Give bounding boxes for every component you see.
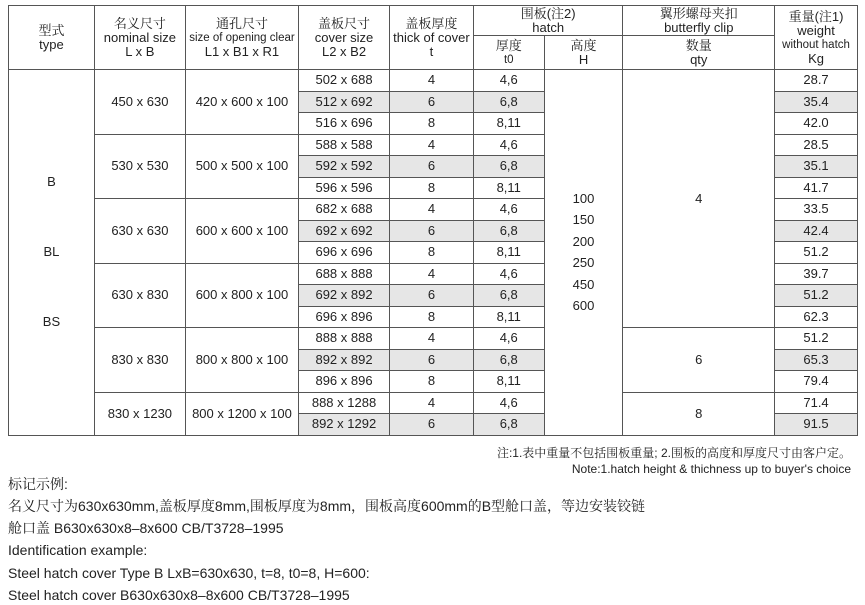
example-line1-en: Steel hatch cover Type B LxB=630x630, t=8, t0=8, H=600: xyxy=(8,565,370,581)
cover-size-cell: 892 x 892 xyxy=(299,349,390,371)
cover-size-cell: 692 x 692 xyxy=(299,220,390,242)
weight-cell: 51.2 xyxy=(775,242,858,264)
cover-thick-cell: 4 xyxy=(390,392,474,414)
spec-table xyxy=(8,5,858,436)
example-title-en: Identification example: xyxy=(8,542,148,558)
weight-cell: 42.4 xyxy=(775,220,858,242)
weight-cell: 51.2 xyxy=(775,285,858,307)
cover-thick-cell: 4 xyxy=(390,199,474,221)
nominal-cell: 630 x 830 xyxy=(94,263,185,328)
cover-thick-cell: 6 xyxy=(390,91,474,113)
example-line2-cn: 舱口盖 B630x630x8–8x600 CB/T3728–1995 xyxy=(8,520,284,536)
note-en: Note:1.hatch height & thichness up to buyer's choice xyxy=(571,462,851,476)
weight-cell: 51.2 xyxy=(775,328,858,350)
cover-thick-cell: 8 xyxy=(390,113,474,135)
example-line1-cn: 名义尺寸为630x630mm,盖板厚度8mm,围板厚度为8mm，围板高度600mm的B型舱口盖，等边安装铰链 xyxy=(8,498,646,514)
nominal-cell: 830 x 1230 xyxy=(94,392,185,435)
cover-thick-cell: 6 xyxy=(390,349,474,371)
hatch-thick-cell: 8,11 xyxy=(473,113,544,135)
hatch-thick-cell: 8,11 xyxy=(473,306,544,328)
weight-cell: 35.4 xyxy=(775,91,858,113)
weight-header: 重量(注1) weight without hatch Kg xyxy=(775,6,858,70)
cover-size-cell: 512 x 692 xyxy=(299,91,390,113)
cover-size-cell: 688 x 888 xyxy=(299,263,390,285)
cover-thick-cell: 6 xyxy=(390,220,474,242)
table-row xyxy=(9,392,858,414)
cover-thick-cell: 4 xyxy=(390,134,474,156)
weight-cell: 28.5 xyxy=(775,134,858,156)
hatch-height-value: 250 xyxy=(572,255,595,271)
hatch-thick-header: 厚度 t0 xyxy=(473,36,544,70)
hatch-thick-cell: 6,8 xyxy=(473,156,544,178)
hatch-height-value: 200 xyxy=(572,233,595,249)
weight-cell: 35.1 xyxy=(775,156,858,178)
type-label: BS xyxy=(42,314,61,330)
cover-thick-cell: 8 xyxy=(390,306,474,328)
type-cell xyxy=(9,70,95,436)
weight-cell: 42.0 xyxy=(775,113,858,135)
opening-cell: 600 x 600 x 100 xyxy=(185,199,298,264)
thick-header: 盖板厚度 thick of cover t xyxy=(390,6,474,70)
cover-thick-cell: 4 xyxy=(390,328,474,350)
example-line2-en: Steel hatch cover B630x630x8–8x600 CB/T3728–1995 xyxy=(8,587,350,603)
hatch-thick-cell: 8,11 xyxy=(473,177,544,199)
hatch-height-value: 450 xyxy=(572,276,595,292)
cover-thick-cell: 8 xyxy=(390,371,474,393)
cover-size-cell: 682 x 688 xyxy=(299,199,390,221)
cover-thick-cell: 6 xyxy=(390,285,474,307)
cover-size-cell: 502 x 688 xyxy=(299,70,390,92)
table-body xyxy=(9,70,858,436)
cover-size-cell: 888 x 888 xyxy=(299,328,390,350)
weight-cell: 33.5 xyxy=(775,199,858,221)
weight-cell: 79.4 xyxy=(775,371,858,393)
hatch-thick-cell: 6,8 xyxy=(473,91,544,113)
cover-thick-cell: 4 xyxy=(390,70,474,92)
cover-thick-cell: 6 xyxy=(390,414,474,436)
hatch-height-value: 600 xyxy=(572,298,595,314)
hatch-thick-cell: 8,11 xyxy=(473,371,544,393)
type-label: B xyxy=(47,174,56,190)
cover-size-cell: 892 x 1292 xyxy=(299,414,390,436)
type-label: BL xyxy=(43,244,60,260)
note-cn: 注:1.表中重量不包括围板重量; 2.围板的高度和厚度尺寸由客户定。 xyxy=(496,446,851,460)
hatch-thick-cell: 6,8 xyxy=(473,285,544,307)
hatch-height-value: 100 xyxy=(572,190,595,206)
hatch-height-value: 150 xyxy=(572,212,595,228)
cover-size-cell: 592 x 592 xyxy=(299,156,390,178)
hatch-thick-cell: 4,6 xyxy=(473,263,544,285)
cover-size-cell: 896 x 896 xyxy=(299,371,390,393)
opening-cell: 420 x 600 x 100 xyxy=(185,70,298,135)
table-header xyxy=(9,6,858,70)
hatch-thick-cell: 4,6 xyxy=(473,199,544,221)
cover-size-cell: 696 x 696 xyxy=(299,242,390,264)
clip-header: 翼形螺母夹扣 butterfly clip xyxy=(623,6,775,36)
hatch-header: 围板(注2) hatch xyxy=(473,6,623,36)
hatch-thick-cell: 4,6 xyxy=(473,392,544,414)
weight-cell: 65.3 xyxy=(775,349,858,371)
hatch-thick-cell: 4,6 xyxy=(473,328,544,350)
nominal-cell: 830 x 830 xyxy=(94,328,185,393)
cover-thick-cell: 4 xyxy=(390,263,474,285)
clip-qty-header: 数量 qty xyxy=(623,36,775,70)
weight-cell: 39.7 xyxy=(775,263,858,285)
nominal-cell: 630 x 630 xyxy=(94,199,185,264)
hatch-height-cell xyxy=(544,70,623,436)
weight-cell: 62.3 xyxy=(775,306,858,328)
hatch-thick-cell: 8,11 xyxy=(473,242,544,264)
nominal-cell: 530 x 530 xyxy=(94,134,185,199)
example-title-cn: 标记示例: xyxy=(8,476,68,492)
hatch-thick-cell: 4,6 xyxy=(473,70,544,92)
cover-size-cell: 516 x 696 xyxy=(299,113,390,135)
nominal-cell: 450 x 630 xyxy=(94,70,185,135)
cover-size-cell: 596 x 596 xyxy=(299,177,390,199)
weight-cell: 71.4 xyxy=(775,392,858,414)
cover-size-cell: 588 x 588 xyxy=(299,134,390,156)
cover-thick-cell: 8 xyxy=(390,242,474,264)
table-row xyxy=(9,328,858,350)
clip-qty-cell: 6 xyxy=(623,328,775,393)
opening-cell: 800 x 800 x 100 xyxy=(185,328,298,393)
hatch-thick-cell: 6,8 xyxy=(473,220,544,242)
table-row xyxy=(9,70,858,92)
clip-qty-cell: 4 xyxy=(623,70,775,328)
hatch-height-header: 高度 H xyxy=(544,36,623,70)
opening-header: 通孔尺寸 size of opening clear L1 x B1 x R1 xyxy=(185,6,298,70)
type-header: 型式 type xyxy=(9,6,95,70)
weight-cell: 91.5 xyxy=(775,414,858,436)
cover-size-cell: 692 x 892 xyxy=(299,285,390,307)
nominal-header: 名义尺寸 nominal size L x B xyxy=(94,6,185,70)
hatch-thick-cell: 4,6 xyxy=(473,134,544,156)
opening-cell: 800 x 1200 x 100 xyxy=(185,392,298,435)
hatch-thick-cell: 6,8 xyxy=(473,414,544,436)
cover-thick-cell: 6 xyxy=(390,156,474,178)
cover-size-cell: 888 x 1288 xyxy=(299,392,390,414)
cover-thick-cell: 8 xyxy=(390,177,474,199)
cover-header: 盖板尺寸 cover size L2 x B2 xyxy=(299,6,390,70)
opening-cell: 600 x 800 x 100 xyxy=(185,263,298,328)
weight-cell: 41.7 xyxy=(775,177,858,199)
opening-cell: 500 x 500 x 100 xyxy=(185,134,298,199)
cover-size-cell: 696 x 896 xyxy=(299,306,390,328)
hatch-thick-cell: 6,8 xyxy=(473,349,544,371)
weight-cell: 28.7 xyxy=(775,70,858,92)
clip-qty-cell: 8 xyxy=(623,392,775,435)
